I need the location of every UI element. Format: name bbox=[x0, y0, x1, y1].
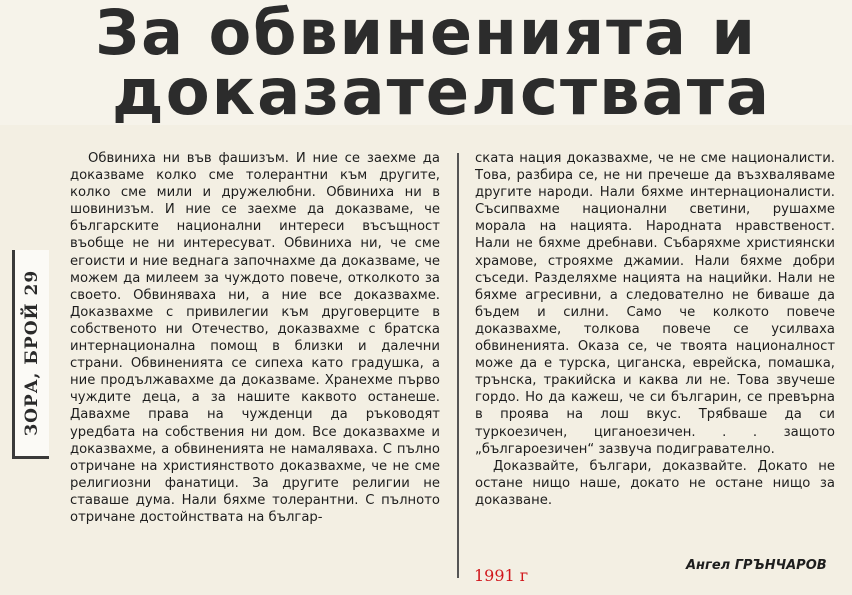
headline-line-1: За обвиненията и bbox=[95, 0, 757, 69]
masthead-text: ЗОРА, БРОЙ 29 bbox=[22, 269, 42, 437]
author-signature: Ангел ГРЪНЧАРОВ bbox=[686, 558, 827, 573]
column-divider bbox=[457, 153, 459, 578]
headline-line-2: доказателствата bbox=[112, 56, 772, 130]
article-paragraph: ската нация доказвахме, че не сме националисти. Това, разбира се, не ни пречеше да възхваляваме другите народи. Нали бяхме интернационалисти. Съсипвахме национални светини, рушахме морала на нацията. Народната нравственост. Нали не бяхме дребнави. Събаряхме християнски храмове, строяхме джамии. Нали бяхме добри съседи. Разделяхме нацията на нацийки. Нали не бяхме агресивни, а следователно не биваше да бъдем и силни. Само че колкото повече доказвахме, толкова повече се усилваха обвиненията. Оказа се, че твоята националност може да е турска, циганска, еврейска, помашка, трънска, тракийска и каква ли не. Това звучеше гордо. Но да кажеш, че си българин, се превърна в проява на лош вкус. Трябваше да си туркоезичен, циганоезичен. . . защото „българоезичен“ зазвуча подигравателно. bbox=[475, 151, 835, 457]
article-paragraph: Обвиниха ни във фашизъм. И ние се заехме да доказваме колко сме толерантни към другите, колко сме мили и дружелюбни. Обвиниха ни в шовинизъм. И ние се заехме да доказваме, че българските национални интереси въсъщност въобще не ни интересуват. Обвиниха ни, че сме егоисти и ние веднага започнахме да доказваме, че можем да милеем за чуждото повече, отколкото за своето. Обвиняваха ни, а ние все доказвахме. Доказвахме с привилегии към друговерците в собственото ни Отечество, доказвахме с братска интернационална помощ в близки и далечни страни. Обвиненията се сипеха като градушка, а ние продължавахме да доказваме. Хранехме първо чуждите деца, а за нашите каквото останеше. Давахме права на чужденци да ръководят уредбата на собствения ни дом. Все доказвахме и доказвахме, а обвиненията не намаляваха. С пълно отричане на християнството доказвахме, че не сме религиозни фанатици. За другите религии не ставаше дума. Нали бяхме толерантни. С пълното отричане достойнствата на българ- bbox=[70, 151, 440, 525]
article-paragraph: Доказвайте, българи, доказвайте. Докато не остане нищо наше, докато не остане нищо за доказване. bbox=[475, 458, 835, 508]
article-column-right bbox=[475, 150, 835, 509]
headline bbox=[0, 0, 852, 130]
year-annotation: 1991 г bbox=[474, 566, 529, 585]
article-column-left bbox=[70, 150, 440, 526]
newspaper-masthead bbox=[12, 250, 49, 459]
